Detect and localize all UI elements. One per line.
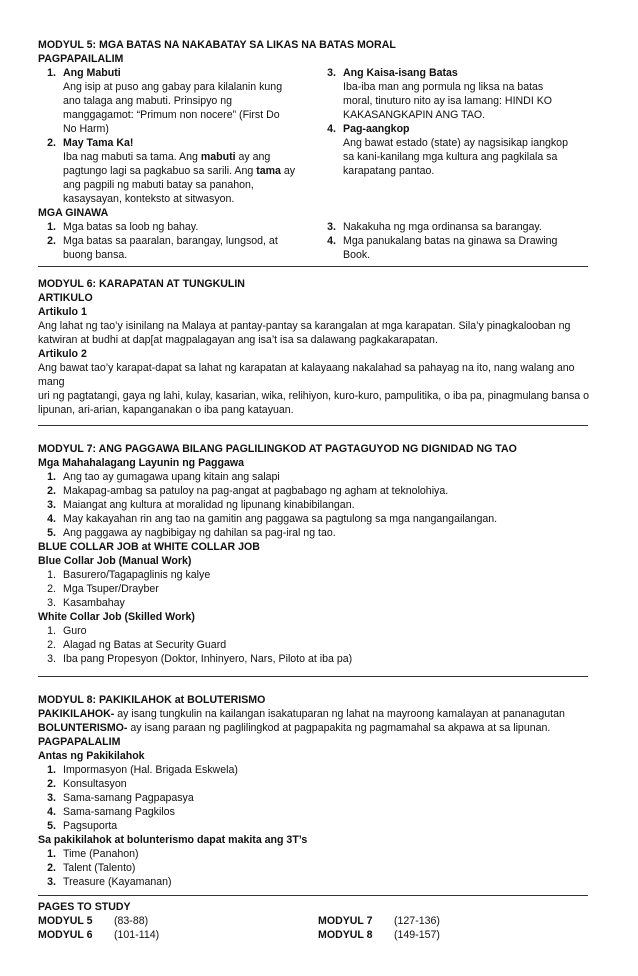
modyul-5-left-column (38, 66, 318, 206)
white-collar-title: White Collar Job (Skilled Work) (38, 611, 195, 623)
list-item: 1. Basurero/Tagapaglinis ng kalye (47, 569, 211, 581)
artikulo-2-text: Ang bawat tao’y karapat-dapat sa lahat ng karapatan at kalayaang nakalahad sa pahayag na ito, nang walang ano mang uri ng pagtatangi, gaya ng lahi, kulay, kasarian, wika, relihiyon, kuro-kuro, pampulitika, o iba pa, pinagmulang bansa o lipunan, ari-arian, kapanganakan o iba pang katayuan. (38, 362, 590, 416)
white-collar-list (38, 624, 598, 666)
artikulo-1-title: Artikulo 1 (38, 306, 87, 318)
antas-title: Antas ng Pakikilahok (38, 750, 145, 762)
antas-list (38, 763, 598, 833)
artikulo-2-title: Artikulo 2 (38, 348, 87, 360)
list-item: 3. Iba pang Propesyon (Doktor, Inhinyero, Nars, Piloto at iba pa) (47, 653, 353, 665)
modyul-8-title: MODYUL 8: PAKIKILAHOK at BOLUTERISMO (38, 694, 266, 706)
list-item: 4. May kakayahan rin ang tao na gamitin ang paggawa sa pagtulong sa mga nangangailangan. (47, 513, 498, 525)
artikulo-1-text: Ang lahat ng tao’y isinilang na Malaya at pantay-pantay sa karangalan at mga karapatan. Sila’y pinagkalooban ng katwiran at budhi at dap[at magpalagayan ang isa’t isa sa dalawang pagkakarapatan. (38, 320, 571, 346)
list-item: 1. Guro (47, 625, 87, 637)
list-item: 2. Alagad ng Batas at Security Guard (47, 639, 227, 651)
table-row: MODYUL 6 (101-114) (38, 929, 160, 941)
modyul-5-ginawa-columns (38, 220, 598, 262)
table-row: MODYUL 5 (83-88) (38, 915, 149, 927)
list-item: 1. Mga batas sa loob ng bahay. (47, 221, 199, 233)
list-item: 1. Impormasyon (Hal. Brigada Eskwela) (47, 764, 238, 776)
list-item: 3. Nakakuha ng mga ordinansa sa barangay. (327, 221, 542, 233)
list-item: 4. Mga panukalang batas na ginawa sa Drawing Book. (327, 235, 558, 261)
list-item: 3. Treasure (Kayamanan) (47, 876, 172, 888)
pages-to-study-title: PAGES TO STUDY (38, 901, 131, 913)
table-row: MODYUL 7 (127-136) (318, 915, 440, 927)
definition-pakikilahok: PAKIKILAHOK- ay isang tungkulin na kailangan isakatuparan ng lahat na mayroong kamalayan at pananagutan (38, 708, 565, 720)
list-item: 5. Pagsuporta (47, 820, 118, 832)
list-item: 4. Pag-aangkop Ang bawat estado (state) ay nagsisikap iangkop sa kani-kanilang mga kultura ang pagkilala sa karapatang pantao. (327, 123, 568, 177)
section-divider (38, 895, 588, 896)
list-item: 2. Makapag-ambag sa patuloy na pag-angat at pagbabago ng agham at teknolohiya. (47, 485, 449, 497)
pages-to-study-section (38, 900, 598, 942)
table-row: MODYUL 8 (149-157) (318, 929, 440, 941)
modyul-8-section (38, 693, 598, 896)
modyul-7-subheading-layunin: Mga Mahahalagang Layunin ng Paggawa (38, 457, 245, 469)
modyul-7-subheading-collar-jobs: BLUE COLLAR JOB at WHITE COLLAR JOB (38, 541, 260, 553)
list-item: 3. Ang Kaisa-isang Batas Iba-iba man ang pormula ng liksa na batas moral, tinuturo nito ay isa lamang: HINDI KO KAKASANGKAPIN ANG TAO. (327, 67, 553, 121)
list-item: 5. Ang paggawa ay nagbibigay ng dahilan sa pag-iral ng tao. (47, 527, 336, 539)
item-title: Ang Kaisa-isang Batas (343, 67, 458, 79)
layunin-list (38, 470, 598, 540)
list-item: 4. Sama-samang Pagkilos (47, 806, 175, 818)
modyul-5-columns (38, 66, 598, 206)
list-item: 3. Maiangat ang kultura at moralidad ng lipunang kinabibilangan. (47, 499, 355, 511)
item-title: Ang Mabuti (63, 67, 121, 79)
list-item: 1. Ang Mabuti Ang isip at puso ang gabay para kilalanin kung ano talaga ang mabuti. Prinsipyo ng manggagamot: “Primum non nocere” (First Do No Harm) (47, 67, 283, 135)
modyul-6-title: MODYUL 6: KARAPATAN AT TUNGKULIN (38, 278, 245, 290)
modyul-7-title: MODYUL 7: ANG PAGGAWA BILANG PAGLILINGKOD AT PAGTAGUYOD NG DIGNIDAD NG TAO (38, 443, 517, 455)
list-item: 3. Kasambahay (47, 597, 125, 609)
list-item: 2. May Tama Ka! Iba nag mabuti sa tama. Ang mabuti ay ang pagtungo lagi sa pagkabuo sa sarili. Ang tama ay ang pagpili ng mabuti batay sa panahon, kasaysayan, konteksto at sitwasyon. (47, 137, 296, 205)
item-title: May Tama Ka! (63, 137, 134, 149)
modyul-5-subheading-mga-ginawa: MGA GINAWA (38, 207, 109, 219)
modyul-8-subheading-pagpapalalim: PAGPAPALALIM (38, 736, 121, 748)
modyul-5-subheading-pagpapailalim: PAGPAPAILALIM (38, 53, 124, 65)
list-item: 1. Time (Panahon) (47, 848, 139, 860)
list-item: 1. Ang tao ay gumagawa upang kitain ang salapi (47, 471, 280, 483)
item-title: Pag-aangkop (343, 123, 410, 135)
definition-bolunterismo: BOLUNTERISMO- ay isang paraan ng paglilingkod at pagpapakita ng pagmamahal sa akpawa at sa lipunan. (38, 722, 551, 734)
list-item: 2. Konsultasyon (47, 778, 127, 790)
list-item: 2. Talent (Talento) (47, 862, 136, 874)
three-ts-list (38, 847, 598, 889)
modyul-5-section (38, 38, 598, 267)
modyul-5-title: MODYUL 5: MGA BATAS NA NAKABATAY SA LIKAS NA BATAS MORAL (38, 39, 396, 51)
document-page (38, 38, 598, 942)
list-item: 2. Mga batas sa paaralan, barangay, lungsod, at buong bansa. (47, 235, 278, 261)
modyul-6-subheading-artikulo: ARTIKULO (38, 292, 93, 304)
three-ts-title: Sa pakikilahok at bolunterismo dapat makita ang 3T’s (38, 834, 308, 846)
blue-collar-list (38, 568, 598, 610)
modyul-6-section (38, 277, 598, 426)
blue-collar-title: Blue Collar Job (Manual Work) (38, 555, 192, 567)
list-item: 3. Sama-samang Pagpapasya (47, 792, 194, 804)
list-item: 2. Mga Tsuper/Drayber (47, 583, 159, 595)
modyul-5-right-column (318, 66, 598, 206)
modyul-7-section (38, 442, 598, 677)
